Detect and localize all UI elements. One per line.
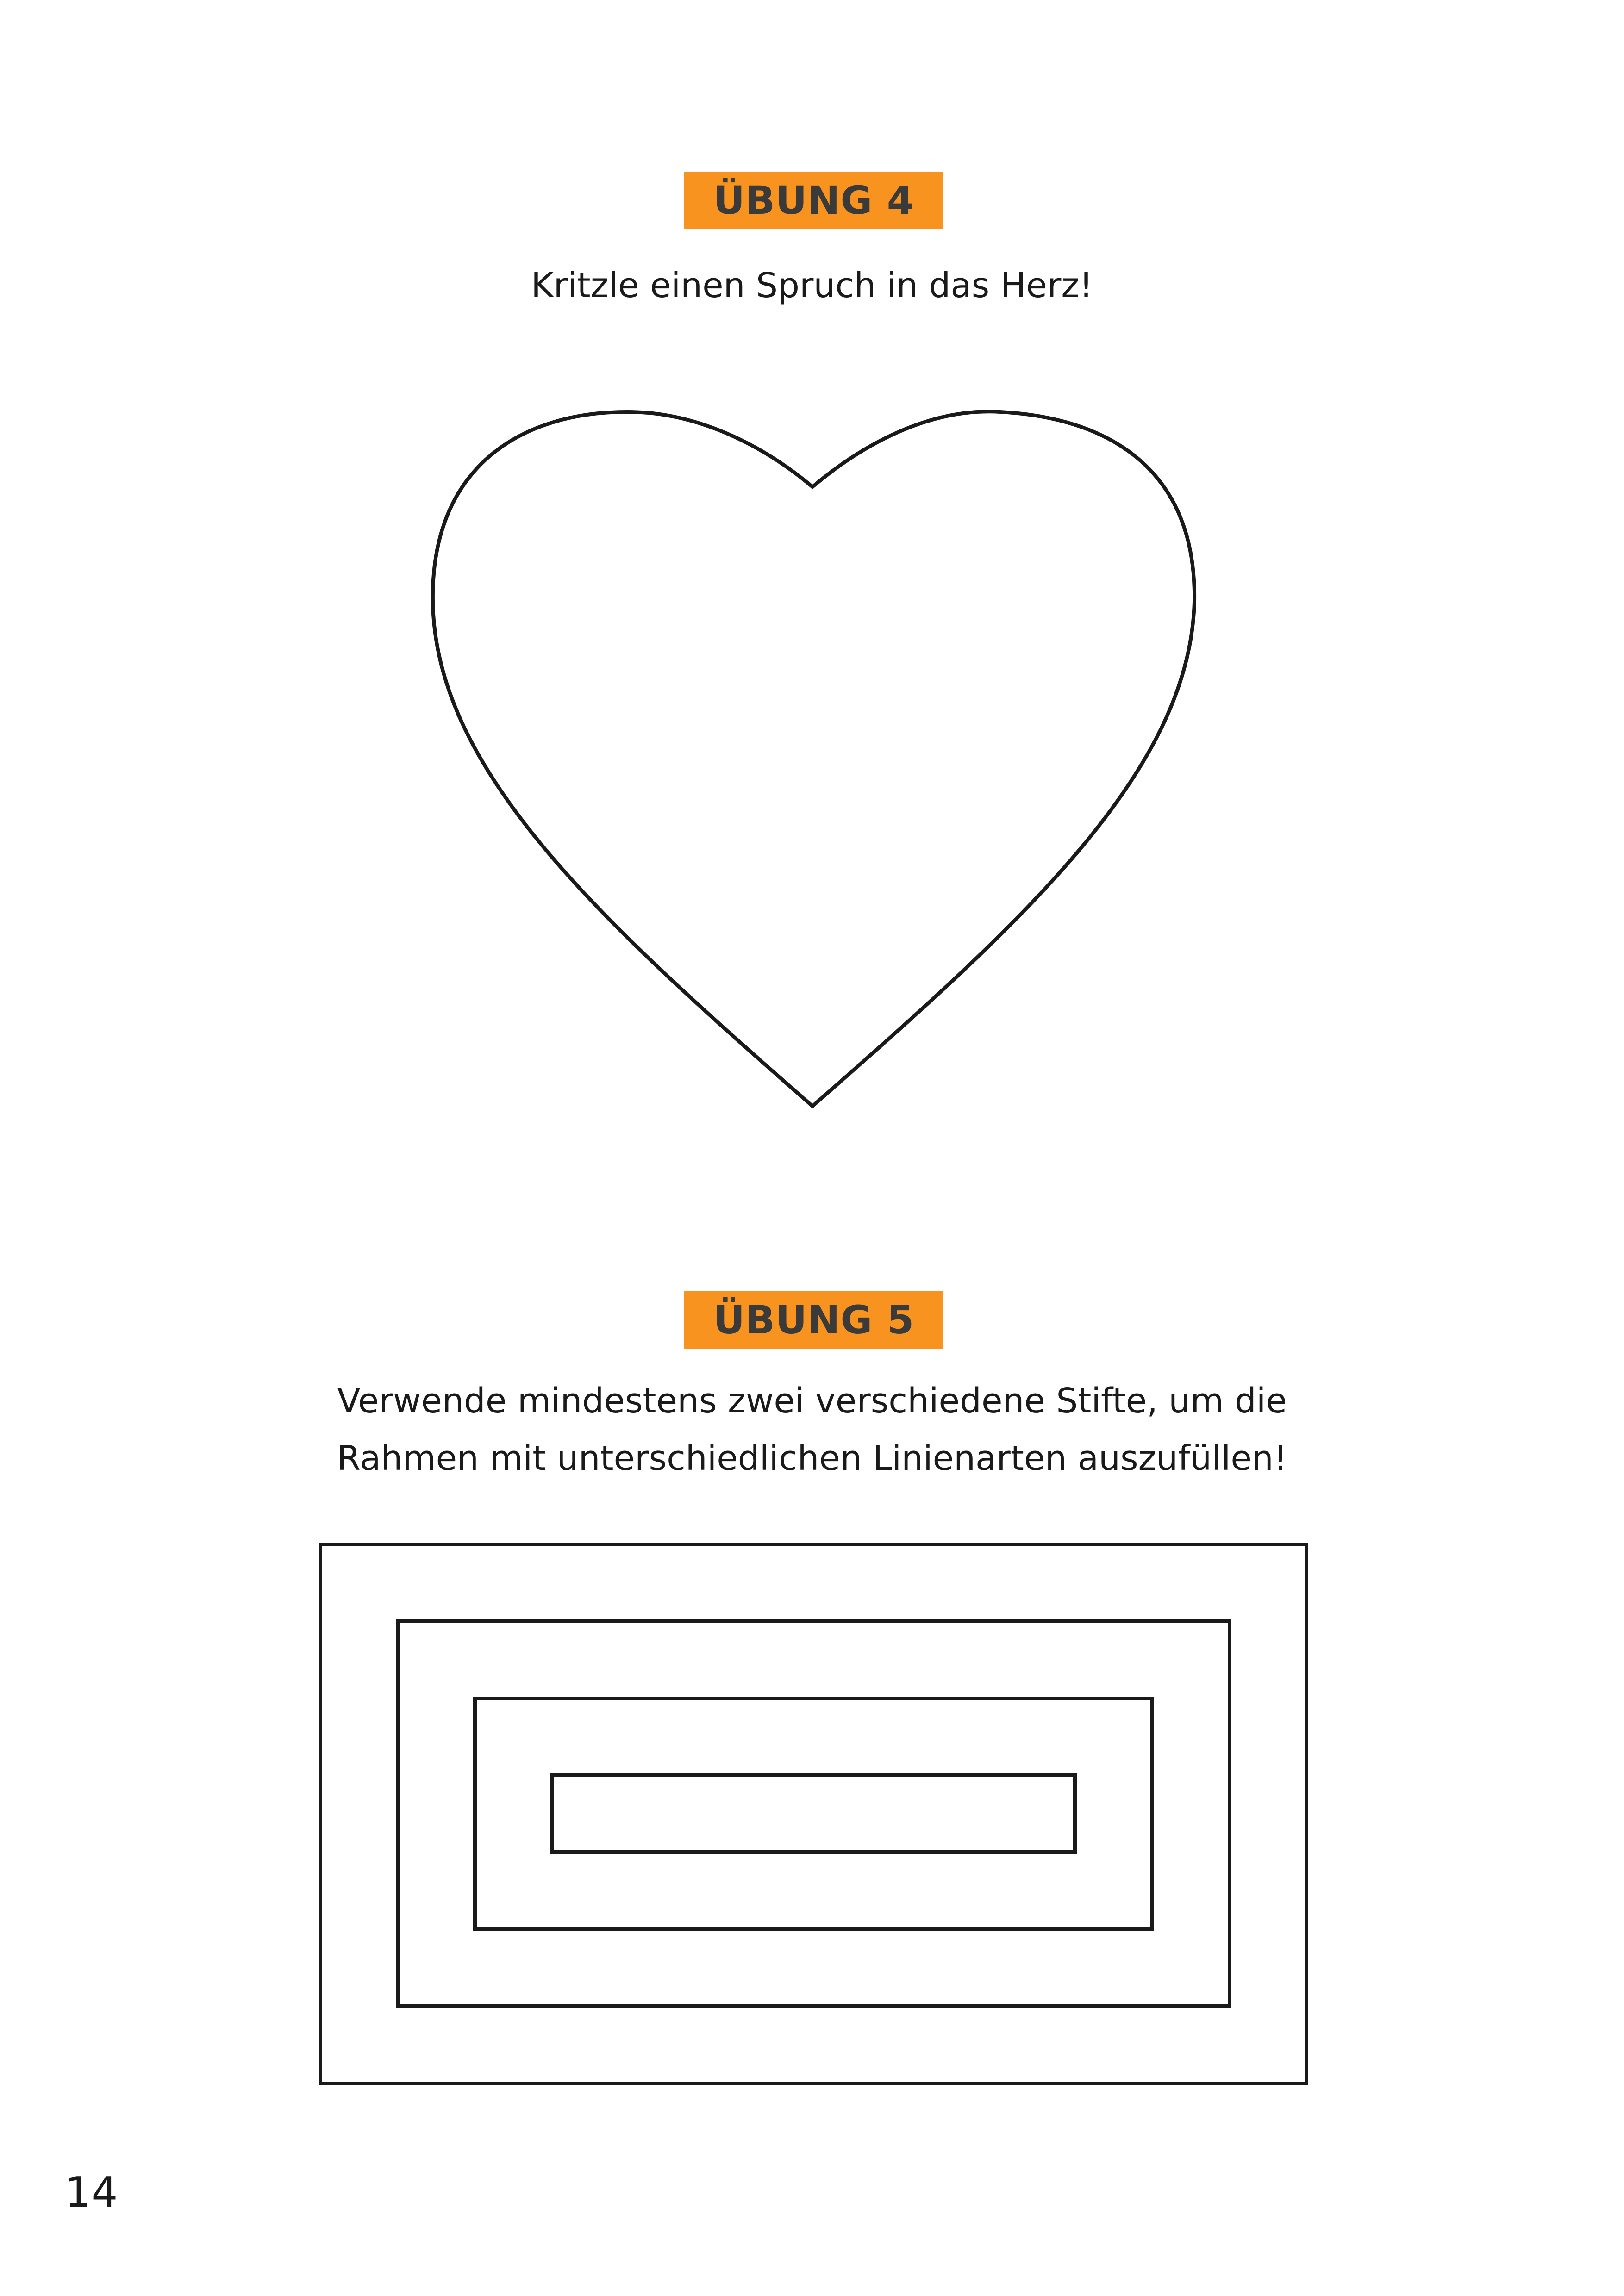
frame-second	[398, 1621, 1230, 2006]
page-number: 14	[65, 2168, 118, 2217]
frame-inner	[552, 1775, 1075, 1852]
exercise-4-label: ÜBUNG 4	[713, 178, 915, 223]
exercise-4-instruction: Kritzle einen Spruch in das Herz!	[531, 266, 1093, 305]
exercise-5-instruction-line-2: Rahmen mit unterschiedlichen Linienarten auszufüllen!	[337, 1438, 1287, 1478]
frame-third	[475, 1699, 1152, 1929]
exercise-5-instruction-line-1: Verwende mindestens zwei verschiedene Stifte, um die	[337, 1381, 1287, 1421]
frame-outer	[320, 1544, 1306, 2084]
exercise-5-label: ÜBUNG 5	[713, 1297, 915, 1343]
